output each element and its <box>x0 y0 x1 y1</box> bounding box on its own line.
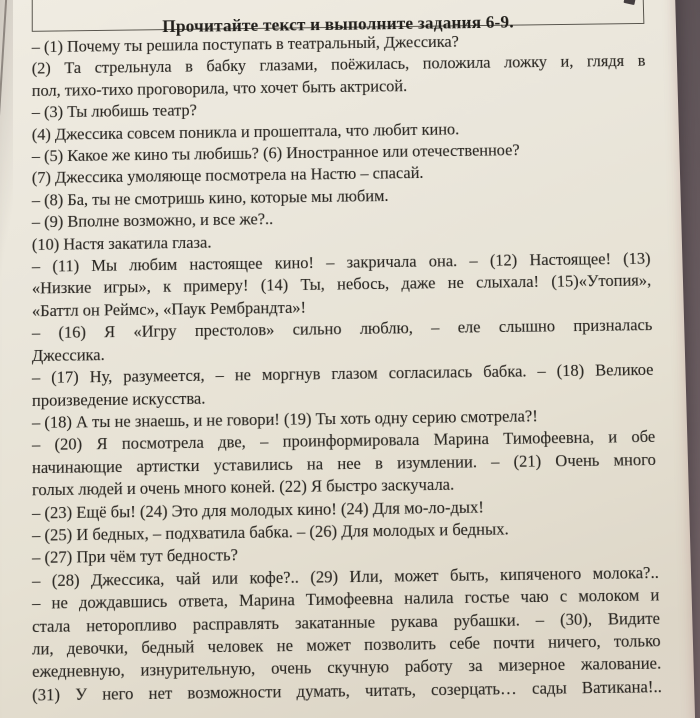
instruction-title: Прочитайте текст и выполните задания 6-9. <box>162 11 514 36</box>
text-line: голых людей и очень много коней. (22) Я быстро заскучала. <box>32 474 455 500</box>
text-line: ли, девочки, бедный человек не может позволить себе почти ничего, только <box>32 630 661 659</box>
text-line: стала неторопливо расправлять закатанные рукава рубашки. – (30), Видите <box>32 608 661 636</box>
text-line: произведение искусства. <box>31 388 206 410</box>
text-line: – (28) Джессика, чай или кофе?.. (29) Или, может быть, кипяченого молока?.. <box>32 562 660 591</box>
text-line: – (3) Ты любишь театр? <box>31 100 197 122</box>
text-line: – (20) Я посмотрела две, – проинформировала Марина Тимофеевна, и обе <box>31 427 656 455</box>
text-line: «Низкие игры», к примеру! (14) Ты, небось, даже не слыхала! (15)«Утопия», <box>31 271 652 298</box>
text-line: (10) Настя закатила глаза. <box>31 232 212 254</box>
text-line: (4) Джессика совсем поникла и прошептала, что любит кино. <box>31 119 460 144</box>
text-line: начинающие артистки уставились на нее в изумлении. – (21) Очень много <box>32 449 657 477</box>
text-line: – (8) Ба, ты не смотришь кино, которые мы любим. <box>31 186 389 210</box>
text-line: – (11) Мы любим настоящее кино! – закричала она. – (12) Настоящее! (13) <box>31 248 651 276</box>
text-line: (7) Джессика умоляюще посмотрела на Настю – спасай. <box>31 163 424 188</box>
text-line: – не дождавшись ответа, Марина Тимофеевна налила гостье чаю с молоком и <box>32 585 660 613</box>
text-line: – (9) Вполне возможно, и все же?.. <box>31 209 274 232</box>
text-line: – (18) А ты не знаешь, и не говори! (19) Ты хоть одну серию смотрела?! <box>31 406 538 432</box>
text-line: – (17) Ну, разумеется, – не моргнув глазом согласилась бабка. – (18) Великое <box>31 359 654 388</box>
text-lines <box>32 29 662 707</box>
text-line: ежедневную, изнурительную, очень скучную работу за мизерное жалование. <box>32 653 662 682</box>
text-line: (2) Та стрельнула в бабку глазами, поёжилась, положила ложку и, глядя в <box>31 51 646 78</box>
text-line: – (1) Почему ты решила поступать в театральный, Джессика? <box>31 32 459 57</box>
text-line: Джессика. <box>31 344 105 365</box>
text-line: – (23) Ещё бы! (24) Это для молодых кино! (24) Для мо-ло-дых! <box>32 496 485 523</box>
instruction-box <box>32 0 645 36</box>
text-line: пол, тихо-тихо проговорила, что хочет быть актрисой. <box>31 76 408 100</box>
text-line: – (16) Я «Игру престолов» сильно люблю, – еле слышно призналась <box>31 315 653 343</box>
text-line: (31) У него нет возможности думать, читать, созерцать… сады Ватикана!.. <box>32 676 663 705</box>
text-line: – (25) И бедных, – подхватила бабка. – (26) Для молодых и бедных. <box>32 519 509 545</box>
text-line: – (27) При чём тут бедность? <box>32 545 238 568</box>
text-line: «Баттл он Реймс», «Паук Рембрандта»! <box>31 297 307 321</box>
text-line: – (5) Какое же кино ты любишь? (6) Иностранное или отечественное? <box>31 140 520 166</box>
